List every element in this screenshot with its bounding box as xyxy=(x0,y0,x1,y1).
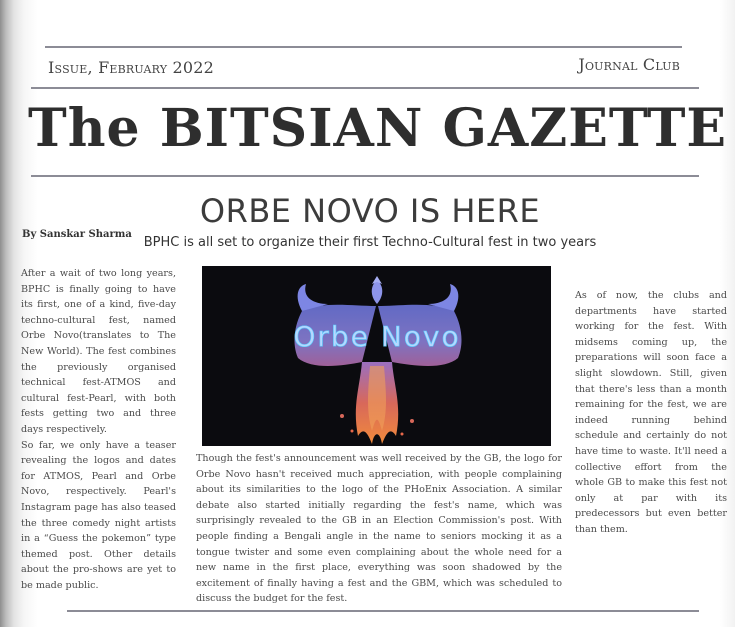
article-image xyxy=(202,266,551,446)
right-column: As of now, the clubs and departments have started working for the fest. With midsems coming up, the preparations will soon face a slight slowdown. Still, given that there's less than a month remaining for the fest, we are indeed running behind schedule and certainly do not have time to waste. It'll need a collective effort from the whole GB to make this fest not only at par with its predecessors but even better than them. xyxy=(575,290,727,535)
newspaper-title: The BITSIAN GAZETTE xyxy=(28,98,728,159)
article-subheadline: BPHC is all set to organize their first Techno-Cultural fest in two years xyxy=(143,235,597,250)
left-paragraph-1: After a wait of two long years, BPHC is finally going to have its first, one of a kind, five-day techno-cultural fest, named Orbe Novo(translates to The New World). The fest combines the previously organised technical fest-ATMOS and cultural fest-Pearl, with both fests getting two and three days respectively. xyxy=(21,268,176,435)
article-byline: By Sanskar Sharma xyxy=(22,229,132,240)
phoenix-logo-icon xyxy=(202,266,551,446)
masthead-top-rule xyxy=(31,87,699,89)
footer-rule xyxy=(67,610,699,612)
logo-text: Orbe Novo xyxy=(293,320,461,353)
left-paragraph-2: So far, we only have a teaser revealing the logos and dates for ATMOS, Pearl and Orbe Novo, respectively. Pearl's Instagram page has also teased the three comedy night artists in a “Guess the pokemon” type themed post. Other details about the pro-shows are yet to be made public. xyxy=(21,439,176,591)
left-column xyxy=(21,266,176,610)
masthead-bottom-rule xyxy=(31,175,699,177)
club-name: Journal Club xyxy=(578,55,680,74)
top-rule xyxy=(45,46,682,48)
center-column: Though the fest's announcement was well received by the GB, the logo for Orbe Novo hasn't received much appreciation, with people complaining about its similarities to the logo of the PHoEnix Association. A similar debate also started initially regarding the fest's name, which was surprisingly revealed to the GB in an Election Commission's post. With people finding a Bengali angle in the name to seniors mocking it as a tongue twister and some even complaining about the whole need for a new name in the first place, everything was soon shadowed by the excitement of finally having a fest and the GBM, which was scheduled to discuss the budget for the fest. xyxy=(196,453,562,605)
issue-date: Issue, February 2022 xyxy=(48,58,215,77)
article-headline: ORBE NOVO IS HERE xyxy=(199,192,541,230)
